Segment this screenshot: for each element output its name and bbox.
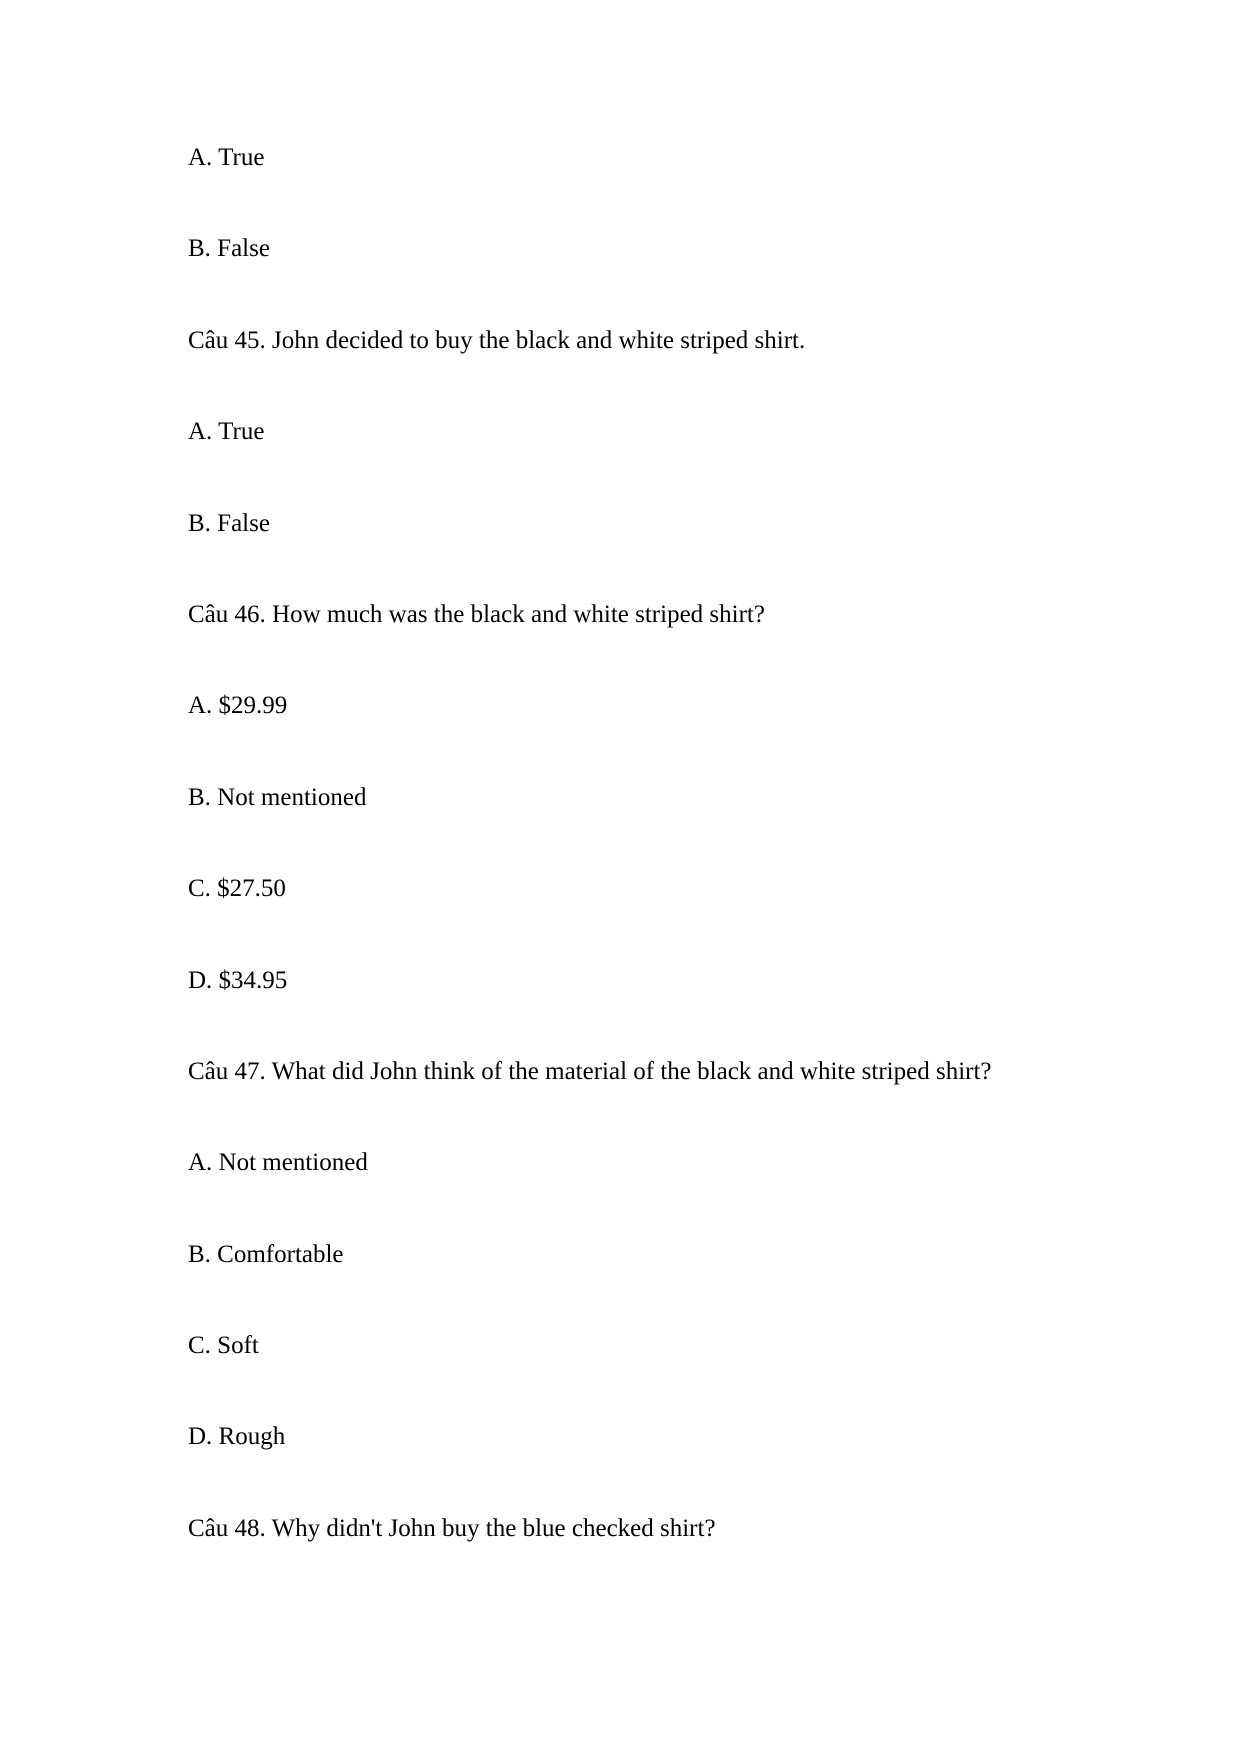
option-d: D. $34.95 [188,966,288,994]
option-a-true: A. True [188,144,265,171]
option-d: D. Rough [188,1423,286,1451]
question-45: Câu 45. John decided to buy the black and white striped shirt. [188,326,806,354]
option-a: A. $29.99 [188,692,288,720]
option-c: C. $27.50 [188,875,286,903]
question-46: Câu 46. How much was the black and white striped shirt? [188,600,765,628]
option-b: B. Comfortable [188,1240,344,1268]
option-a-true: A. True [188,418,265,446]
question-48: Câu 48. Why didn't John buy the blue checked shirt? [188,1514,716,1542]
option-b-false: B. False [188,509,270,537]
document-content [188,143,1148,1605]
option-b-false: B. False [188,235,270,263]
option-a: A. Not mentioned [188,1149,368,1177]
option-c: C. Soft [188,1332,259,1360]
option-b: B. Not mentioned [188,783,367,811]
question-47: Câu 47. What did John think of the material of the black and white striped shirt? [188,1057,992,1085]
